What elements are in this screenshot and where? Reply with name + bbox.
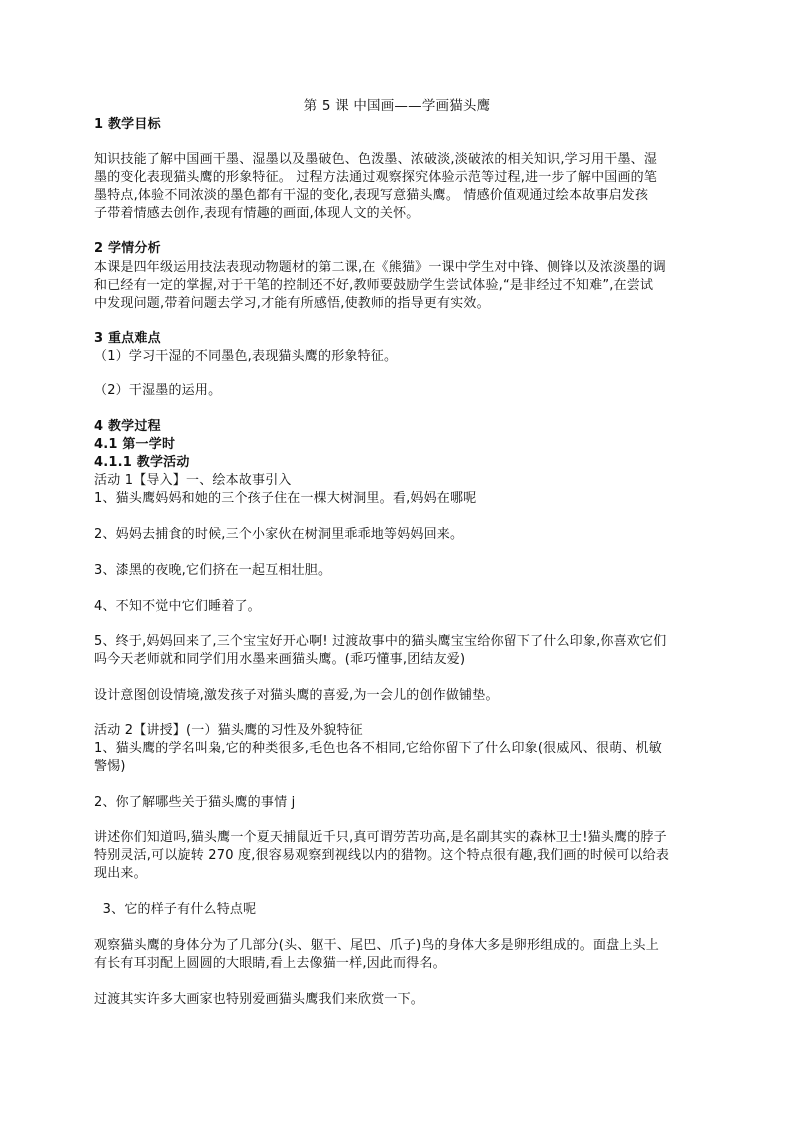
paragraph-line: 本课是四年级运用技法表现动物题材的第二课,在《熊猫》一课中学生对中锋、侧锋以及浓淡墨的调	[94, 260, 666, 275]
section-heading-objectives: 1 教学目标	[94, 117, 161, 132]
paragraph-line: 过渡其实许多大画家也特别爱画猫头鹰我们来欣赏一下。	[94, 992, 425, 1007]
paragraph-line: 设计意图创设情境,激发孩子对猫头鹰的喜爱,为一会儿的创作做铺垫。	[94, 688, 499, 703]
paragraph-line: 墨的变化表现猫头鹰的形象特征。 过程方法通过观察探究体验示范等过程,进一步了解中国画的笔	[94, 170, 658, 185]
section-heading-analysis: 2 学情分析	[94, 241, 161, 256]
list-item: 1、猫头鹰妈妈和她的三个孩子住在一棵大树洞里。看,妈妈在哪呢	[94, 491, 477, 506]
lesson-title: 第 5 课 中国画——学画猫头鹰	[303, 98, 491, 114]
subsection-heading: 4.1 第一学时	[94, 437, 176, 452]
paragraph-line: 特别灵活,可以旋转 270 度,很容易观察到视线以内的猎物。这个特点很有趣,我们画的时候可以给表	[94, 848, 670, 863]
paragraph-line: 知识技能了解中国画干墨、湿墨以及墨破色、色泼墨、浓破淡,淡破浓的相关知识,学习用干墨、湿	[94, 152, 658, 167]
paragraph-line: 有长有耳羽配上圆圆的大眼睛,看上去像猫一样,因此而得名。	[94, 956, 446, 971]
activity-heading: 活动 2【讲授】(一）猫头鹰的习性及外貌特征	[94, 723, 363, 738]
list-item: 警惕)	[94, 759, 126, 774]
list-item: 5、终于,妈妈回来了,三个宝宝好开心啊! 过渡故事中的猫头鹰宝宝给你留下了什么印象,你喜欢它们	[94, 634, 667, 649]
list-item: 吗今天老师就和同学们用水墨来画猫头鹰。(乖巧懂事,团结友爱)	[94, 652, 466, 667]
list-item: 1、猫头鹰的学名叫枭,它的种类很多,毛色也各不相同,它给你留下了什么印象(很威风、很萌、机敏	[94, 741, 662, 756]
paragraph-line: 子带着情感去创作,表现有情趣的画面,体现人文的关怀。	[94, 206, 420, 221]
subsection-heading: 4.1.1 教学活动	[94, 455, 190, 470]
list-item: 2、妈妈去捕食的时候,三个小家伙在树洞里乖乖地等妈妈回来。	[94, 527, 464, 542]
list-item: （1）学习干湿的不同墨色,表现猫头鹰的形象特征。	[94, 349, 398, 364]
paragraph-line: 观察猫头鹰的身体分为了几部分(头、躯干、尾巴、爪子)鸟的身体大多是卵形组成的。面盘上头上	[94, 938, 659, 953]
paragraph-line: 中发现问题,带着问题去学习,才能有所感悟,使教师的指导更有实效。	[94, 296, 490, 311]
list-item: 3、漆黑的夜晚,它们挤在一起互相壮胆。	[94, 563, 332, 578]
list-item: 2、你了解哪些关于猫头鹰的事情 j	[94, 795, 296, 810]
activity-heading: 活动 1【导入】一、绘本故事引入	[94, 473, 292, 488]
paragraph-line: 讲述你们知道吗,猫头鹰一个夏天捕鼠近千只,真可谓劳苦功高,是名副其实的森林卫士!猫头鹰的脖子	[94, 830, 667, 845]
list-item: 3、它的样子有什么特点呢	[94, 902, 257, 917]
list-item: 4、不知不觉中它们睡着了。	[94, 599, 261, 614]
section-heading-keypoints: 3 重点难点	[94, 331, 161, 346]
section-heading-process: 4 教学过程	[94, 419, 161, 434]
paragraph-line: 现出来。	[94, 866, 147, 881]
paragraph-line: 墨特点,体验不同浓淡的墨色都有干湿的变化,表现写意猫头鹰。 情感价值观通过绘本故事启发孩	[94, 188, 649, 203]
list-item: （2）干湿墨的运用。	[94, 383, 222, 398]
paragraph-line: 和已经有一定的掌握,对于干笔的控制还不好,教师要鼓励学生尝试体验,“是非经过不知难”,在尝试	[94, 278, 654, 293]
